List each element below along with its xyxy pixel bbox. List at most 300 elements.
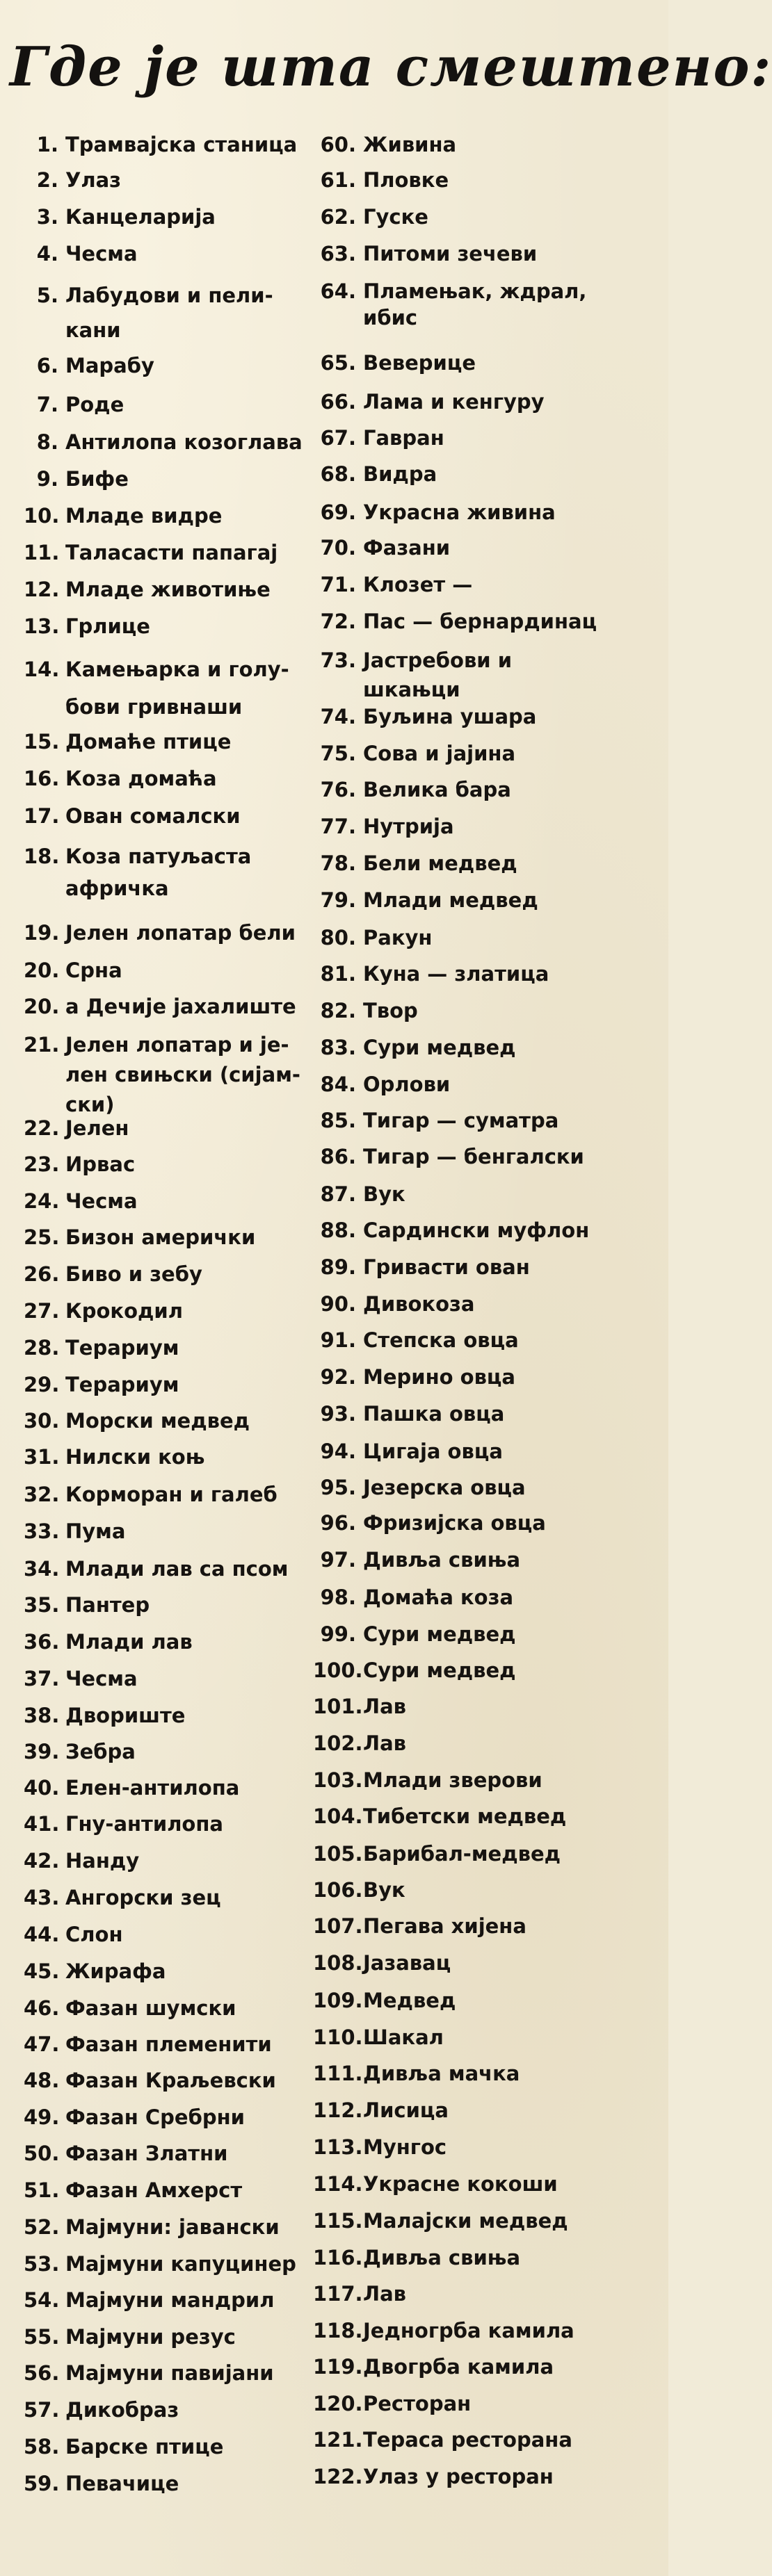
left-entry <box>24 1703 185 1728</box>
entry-name: Фризијска овца <box>363 1511 546 1535</box>
entry-number: 26. <box>24 1262 60 1286</box>
entry-name: Сури медвед <box>363 1658 516 1682</box>
entry-name: Лав <box>363 1695 407 1718</box>
entry-name: Ресторан <box>363 2392 472 2415</box>
entry-number: 14. <box>24 658 60 681</box>
entry-name: Крокодил <box>65 1299 183 1323</box>
entry-name: Ракун <box>363 926 433 949</box>
entry-name: Мајмуни павијани <box>65 2361 274 2385</box>
right-entry <box>313 572 472 597</box>
entry-number: 49. <box>24 2105 60 2129</box>
right-entry <box>313 2464 554 2489</box>
entry-number: 23. <box>24 1152 60 1176</box>
left-entry <box>24 651 289 726</box>
entry-name: Канцеларија <box>65 205 216 229</box>
right-entry <box>313 704 536 729</box>
entry-number: 17. <box>24 804 60 828</box>
right-entry <box>313 1804 566 1829</box>
entry-name: Чесма <box>65 1667 138 1690</box>
entry-number: 45. <box>24 1959 60 1983</box>
right-entry <box>313 1622 516 1647</box>
entry-name: Двогрба камила <box>363 2355 554 2379</box>
entry-name: Фазан шумски <box>65 1996 236 2020</box>
entry-name: Ирвас <box>65 1152 136 1176</box>
entry-name: Фазан Сребрни <box>65 2105 245 2129</box>
left-entry <box>24 353 154 378</box>
entry-name: Мерино овца <box>363 1365 516 1389</box>
right-entry <box>313 609 597 634</box>
left-entry <box>24 614 150 639</box>
left-entry <box>24 1996 236 2021</box>
right-entry <box>313 2354 554 2379</box>
entry-number: 58. <box>24 2435 60 2459</box>
right-entry <box>313 1768 542 1793</box>
entry-name: Пловке <box>363 168 449 192</box>
entry-name: Млади лав са псом <box>65 1557 289 1581</box>
left-entry <box>24 2397 179 2422</box>
entry-number: 81. <box>320 962 356 986</box>
entry-number: 30. <box>24 1409 60 1433</box>
entry-name: Малајски медвед <box>363 2209 568 2233</box>
entry-name: Цигаја овца <box>363 1440 503 1463</box>
entry-name: Вук <box>363 1878 405 1902</box>
entry-number: 73. <box>320 649 356 672</box>
entry-name: Медвед <box>363 1989 456 2012</box>
entry-name: Фазан Златни <box>65 2142 228 2165</box>
entry-number: 108. <box>313 1951 363 1975</box>
entry-name: Домаће птице <box>65 730 232 753</box>
left-entry <box>24 766 217 791</box>
entry-number: 12. <box>24 578 60 601</box>
left-entry <box>24 466 129 491</box>
entry-name: Јастребови и шкањци <box>363 649 513 701</box>
entry-number: 40. <box>24 1776 60 1800</box>
left-entry <box>24 2178 242 2203</box>
entry-number: 74. <box>320 705 356 728</box>
right-entry <box>313 925 432 950</box>
entry-name: Мунгос <box>363 2135 447 2159</box>
entry-name: Барске птице <box>65 2435 224 2459</box>
left-entry <box>24 1482 278 1507</box>
right-entry <box>313 1364 515 1389</box>
right-entry <box>313 1658 516 1683</box>
left-entry <box>24 920 296 945</box>
left-entry <box>24 1152 135 1177</box>
right-entry <box>313 132 456 157</box>
entry-number: 36. <box>24 1630 60 1654</box>
entry-name: Бели медвед <box>363 851 517 875</box>
entry-name: Једногрба камила <box>363 2319 574 2342</box>
left-entry <box>24 2215 280 2240</box>
entry-number: 90. <box>320 1292 356 1316</box>
entry-name: Јелен лопатар и је- лен свињски (сијам- ски) <box>65 1033 300 1116</box>
left-entry <box>24 994 296 1019</box>
right-entry <box>313 646 512 704</box>
entry-name: Лабудови и пели- кани <box>65 284 273 342</box>
entry-name: Фазан Краљевски <box>65 2069 276 2092</box>
left-entry <box>24 1030 300 1120</box>
left-entry <box>24 204 216 229</box>
right-entry <box>313 241 537 266</box>
left-entry <box>24 1959 166 1984</box>
entry-name: Слон <box>65 1923 123 1946</box>
entry-name: Сардински муфлон <box>363 1218 590 1242</box>
right-entry <box>313 741 515 766</box>
entry-number: 61. <box>320 168 356 192</box>
entry-name: Пашка овца <box>363 1402 505 1426</box>
entry-number: 106. <box>313 1878 363 1902</box>
entry-number: 118. <box>313 2319 363 2342</box>
right-entry <box>313 1950 451 1975</box>
entry-name: Млади лав <box>65 1630 193 1654</box>
left-entry <box>24 1885 221 1910</box>
right-entry <box>313 1731 406 1756</box>
entry-number: 27. <box>24 1299 60 1323</box>
entry-name: Лав <box>363 1731 407 1755</box>
left-entry <box>24 1444 204 1469</box>
entry-number: 117. <box>313 2282 363 2306</box>
entry-number: 20. <box>24 995 60 1018</box>
entry-name: Пегава хијена <box>363 1914 526 1938</box>
left-entry <box>24 392 124 417</box>
entry-name: Марабу <box>65 354 154 377</box>
entry-number: 66. <box>320 390 356 414</box>
entry-name: Гну-антилопа <box>65 1812 223 1836</box>
entry-number: 98. <box>320 1585 356 1609</box>
left-entry <box>24 577 271 602</box>
entry-name: Младе животиње <box>65 578 271 601</box>
entry-number: 21. <box>24 1033 60 1057</box>
right-entry <box>313 278 586 331</box>
entry-number: 5. <box>36 284 58 307</box>
entry-name: Нилски коњ <box>65 1445 205 1469</box>
left-entry <box>24 2141 227 2166</box>
entry-number: 76. <box>320 778 356 801</box>
entry-name: Терариум <box>65 1336 179 1360</box>
entry-name: Мајмуни: јавански <box>65 2215 280 2239</box>
entry-number: 9. <box>36 467 58 491</box>
entry-number: 16. <box>24 767 60 790</box>
right-entry <box>313 1108 558 1133</box>
entry-number: 120. <box>313 2392 363 2415</box>
entry-name: Барибал-медвед <box>363 1842 561 1866</box>
right-entry <box>313 1144 584 1169</box>
entry-name: Бизон амерички <box>65 1225 256 1249</box>
entry-number: 32. <box>24 1483 60 1506</box>
entry-number: 24. <box>24 1189 60 1213</box>
entry-number: 88. <box>320 1218 356 1242</box>
entry-name: Велика бара <box>363 778 511 801</box>
right-entry <box>313 1218 589 1243</box>
entry-number: 84. <box>320 1073 356 1096</box>
entry-number: 6. <box>36 354 58 377</box>
entry-number: 51. <box>24 2178 60 2202</box>
entry-number: 82. <box>320 999 356 1022</box>
right-entry <box>313 1585 513 1610</box>
right-entry <box>313 851 517 876</box>
entry-number: 113. <box>313 2135 363 2159</box>
entry-number: 67. <box>320 426 356 450</box>
entry-number: 18. <box>24 845 60 868</box>
right-entry <box>313 1475 526 1500</box>
entry-name: Лама и кенгуру <box>363 390 545 414</box>
left-entry <box>24 1629 193 1654</box>
entry-name: Дивокоза <box>363 1292 475 1316</box>
entry-name: Дивља мачка <box>363 2062 520 2085</box>
entry-name: Гуске <box>363 205 428 229</box>
entry-name: Сури медвед <box>363 1036 516 1059</box>
page-title: Где је шта смештено: <box>10 35 772 99</box>
right-entry <box>313 1182 405 1207</box>
entry-number: 41. <box>24 1812 60 1836</box>
entry-number: 39. <box>24 1740 60 1763</box>
left-entry <box>24 804 241 829</box>
entry-number: 72. <box>320 610 356 633</box>
entry-number: 83. <box>320 1036 356 1059</box>
right-entry <box>313 350 476 375</box>
entry-number: 3. <box>36 205 58 229</box>
entry-number: 85. <box>320 1109 356 1132</box>
right-entry <box>313 535 450 560</box>
entry-name: Двориште <box>65 1704 186 1727</box>
entry-number: 80. <box>320 926 356 949</box>
left-entry <box>24 1372 179 1397</box>
entry-name: Коза домаћа <box>65 767 217 790</box>
left-entry <box>24 1116 129 1141</box>
left-entry <box>24 1739 136 1764</box>
entry-name: Тераса ресторана <box>363 2428 572 2452</box>
entry-name: Орлови <box>363 1073 451 1096</box>
entry-number: 121. <box>313 2428 363 2452</box>
entry-name: Гавран <box>363 426 444 450</box>
entry-number: 19. <box>24 921 60 945</box>
entry-name: Морски медвед <box>65 1409 250 1433</box>
entry-number: 31. <box>24 1445 60 1469</box>
left-entry <box>24 1775 239 1800</box>
entry-number: 55. <box>24 2325 60 2349</box>
entry-number: 37. <box>24 1667 60 1690</box>
entry-name: Лисица <box>363 2098 449 2122</box>
right-entry <box>313 1072 450 1097</box>
entry-name: Нутрија <box>363 815 454 838</box>
left-entry <box>24 2068 276 2093</box>
entry-name: Чесма <box>65 242 138 266</box>
entry-number: 35. <box>24 1593 60 1617</box>
entry-number: 68. <box>320 462 356 486</box>
entry-number: 91. <box>320 1328 356 1352</box>
left-entry <box>24 2471 179 2496</box>
right-entry <box>313 998 418 1023</box>
left-entry <box>24 1262 202 1287</box>
left-entry <box>24 132 297 157</box>
right-entry <box>313 389 545 414</box>
entry-number: 111. <box>313 2062 363 2085</box>
entry-number: 79. <box>320 888 356 912</box>
left-entry <box>24 168 121 193</box>
entry-name: Питоми зечеви <box>363 242 538 266</box>
right-entry <box>313 1035 516 1060</box>
entry-number: 56. <box>24 2361 60 2385</box>
entry-name: Фазан Амхерст <box>65 2178 243 2202</box>
left-entry <box>24 1811 223 1836</box>
entry-name: Пас — бернардинац <box>363 610 597 633</box>
left-entry <box>24 2032 272 2057</box>
entry-number: 29. <box>24 1373 60 1396</box>
entry-number: 70. <box>320 536 356 560</box>
entry-name: Трамвајска станица <box>65 133 298 156</box>
right-entry <box>313 2208 568 2233</box>
left-entry <box>24 2288 274 2313</box>
entry-number: 47. <box>24 2032 60 2056</box>
entry-name: Улаз <box>65 168 122 192</box>
entry-number: 107. <box>313 1914 363 1938</box>
entry-number: 92. <box>320 1365 356 1389</box>
entry-name: а Дечије јахалиште <box>65 995 296 1018</box>
left-entry <box>24 1408 250 1433</box>
left-entry <box>24 2324 236 2349</box>
entry-name: Жирафа <box>65 1959 166 1983</box>
entry-name: Бифе <box>65 467 129 491</box>
right-entry <box>313 814 454 839</box>
entry-number: 69. <box>320 500 356 524</box>
left-entry <box>24 2361 274 2386</box>
entry-name: Сури медвед <box>363 1622 516 1646</box>
right-entry <box>313 500 556 525</box>
left-entry <box>24 540 278 565</box>
entry-number: 62. <box>320 205 356 229</box>
entry-number: 78. <box>320 851 356 875</box>
entry-number: 86. <box>320 1145 356 1168</box>
entry-name: Певачице <box>65 2472 179 2495</box>
left-entry <box>24 1298 183 1323</box>
entry-name: Антилопа козоглава <box>65 430 303 454</box>
entry-name: Грлице <box>65 614 150 638</box>
left-entry <box>24 840 251 904</box>
entry-name: Зебра <box>65 1740 136 1763</box>
entry-number: 11. <box>24 541 60 564</box>
entry-number: 20. <box>24 959 60 982</box>
left-entry <box>24 278 273 348</box>
entry-name: Пламењак, ждрал, ибис <box>363 279 587 329</box>
entry-number: 77. <box>320 815 356 838</box>
entry-number: 15. <box>24 730 60 753</box>
right-entry <box>313 1328 519 1353</box>
right-entry <box>313 204 428 229</box>
entry-name: Степска овца <box>363 1328 519 1352</box>
entry-name: Коза патуљаста афричка <box>65 845 252 900</box>
entry-name: Улаз у ресторан <box>363 2465 554 2488</box>
entry-name: Терариум <box>65 1373 179 1396</box>
left-entry <box>24 503 222 528</box>
left-entry <box>24 2434 223 2459</box>
entry-name: Мајмуни резус <box>65 2325 236 2349</box>
entry-name: Твор <box>363 999 418 1022</box>
left-entry <box>24 241 138 266</box>
left-entry <box>24 1556 288 1581</box>
right-entry <box>313 2061 520 2086</box>
entry-number: 38. <box>24 1704 60 1727</box>
entry-number: 33. <box>24 1519 60 1543</box>
entry-number: 7. <box>36 393 58 416</box>
right-entry <box>313 2098 449 2123</box>
entry-number: 105. <box>313 1842 363 1866</box>
entry-name: Буљина ушара <box>363 705 537 728</box>
right-entry <box>313 2427 572 2452</box>
left-entry <box>24 958 122 983</box>
entry-number: 109. <box>313 1989 363 2012</box>
entry-name: Тибетски медвед <box>363 1804 567 1828</box>
left-entry <box>24 1225 255 1250</box>
entry-name: Живина <box>363 133 457 156</box>
entry-name: Тигар — суматра <box>363 1109 559 1132</box>
left-entry <box>24 729 231 754</box>
right-entry <box>313 2318 574 2343</box>
entry-name: Клозет — <box>363 573 473 596</box>
left-entry <box>24 1519 125 1544</box>
entry-name: Камењарка и голу- бови гривнаши <box>65 658 289 719</box>
left-entry <box>24 430 303 455</box>
entry-name: Младе видре <box>65 504 223 528</box>
entry-name: Домаћа коза <box>363 1585 514 1609</box>
entry-name: Тигар — бенгалски <box>363 1145 584 1168</box>
entry-number: 34. <box>24 1557 60 1581</box>
entry-number: 59. <box>24 2472 60 2495</box>
entry-number: 75. <box>320 742 356 765</box>
entry-name: Срна <box>65 959 122 982</box>
entry-number: 10. <box>24 504 60 528</box>
entry-number: 44. <box>24 1923 60 1946</box>
entry-name: Елен-антилопа <box>65 1776 240 1800</box>
entry-number: 54. <box>24 2288 60 2312</box>
entry-name: Видра <box>363 462 437 486</box>
entry-number: 114. <box>313 2172 363 2196</box>
entry-name: Дивља свиња <box>363 2246 521 2269</box>
entry-number: 112. <box>313 2098 363 2122</box>
entry-name: Ангорски зец <box>65 1886 221 1909</box>
entry-number: 60. <box>320 133 356 156</box>
entry-number: 93. <box>320 1402 356 1426</box>
entry-name: Језерска овца <box>363 1476 526 1499</box>
entry-number: 46. <box>24 1996 60 2020</box>
right-entry <box>313 2391 471 2416</box>
entry-name: Пума <box>65 1519 126 1543</box>
entry-name: Јелен лопатар бели <box>65 921 296 945</box>
entry-number: 63. <box>320 242 356 266</box>
entry-name: Нанду <box>65 1849 140 1873</box>
entry-name: Шакал <box>363 2025 444 2049</box>
entry-name: Дикобраз <box>65 2398 179 2422</box>
right-entry <box>313 1439 503 1464</box>
entry-number: 53. <box>24 2252 60 2276</box>
entry-name: Корморан и галеб <box>65 1483 278 1506</box>
entry-name: Пантер <box>65 1593 150 1617</box>
entry-number: 87. <box>320 1182 356 1206</box>
entry-name: Роде <box>65 393 124 416</box>
entry-number: 28. <box>24 1336 60 1360</box>
entry-name: Вук <box>363 1182 405 1206</box>
right-entry <box>313 1547 520 1572</box>
entry-number: 102. <box>313 1731 363 1755</box>
entry-name: Мајмуни мандрил <box>65 2288 275 2312</box>
entry-name: Млади зверови <box>363 1768 542 1792</box>
entry-number: 13. <box>24 614 60 638</box>
entry-number: 2. <box>36 168 58 192</box>
entry-number: 57. <box>24 2398 60 2422</box>
entry-name: Дивља свиња <box>363 1548 521 1572</box>
right-entry <box>313 462 437 487</box>
entry-name: Веверице <box>363 351 476 375</box>
entry-number: 48. <box>24 2069 60 2092</box>
